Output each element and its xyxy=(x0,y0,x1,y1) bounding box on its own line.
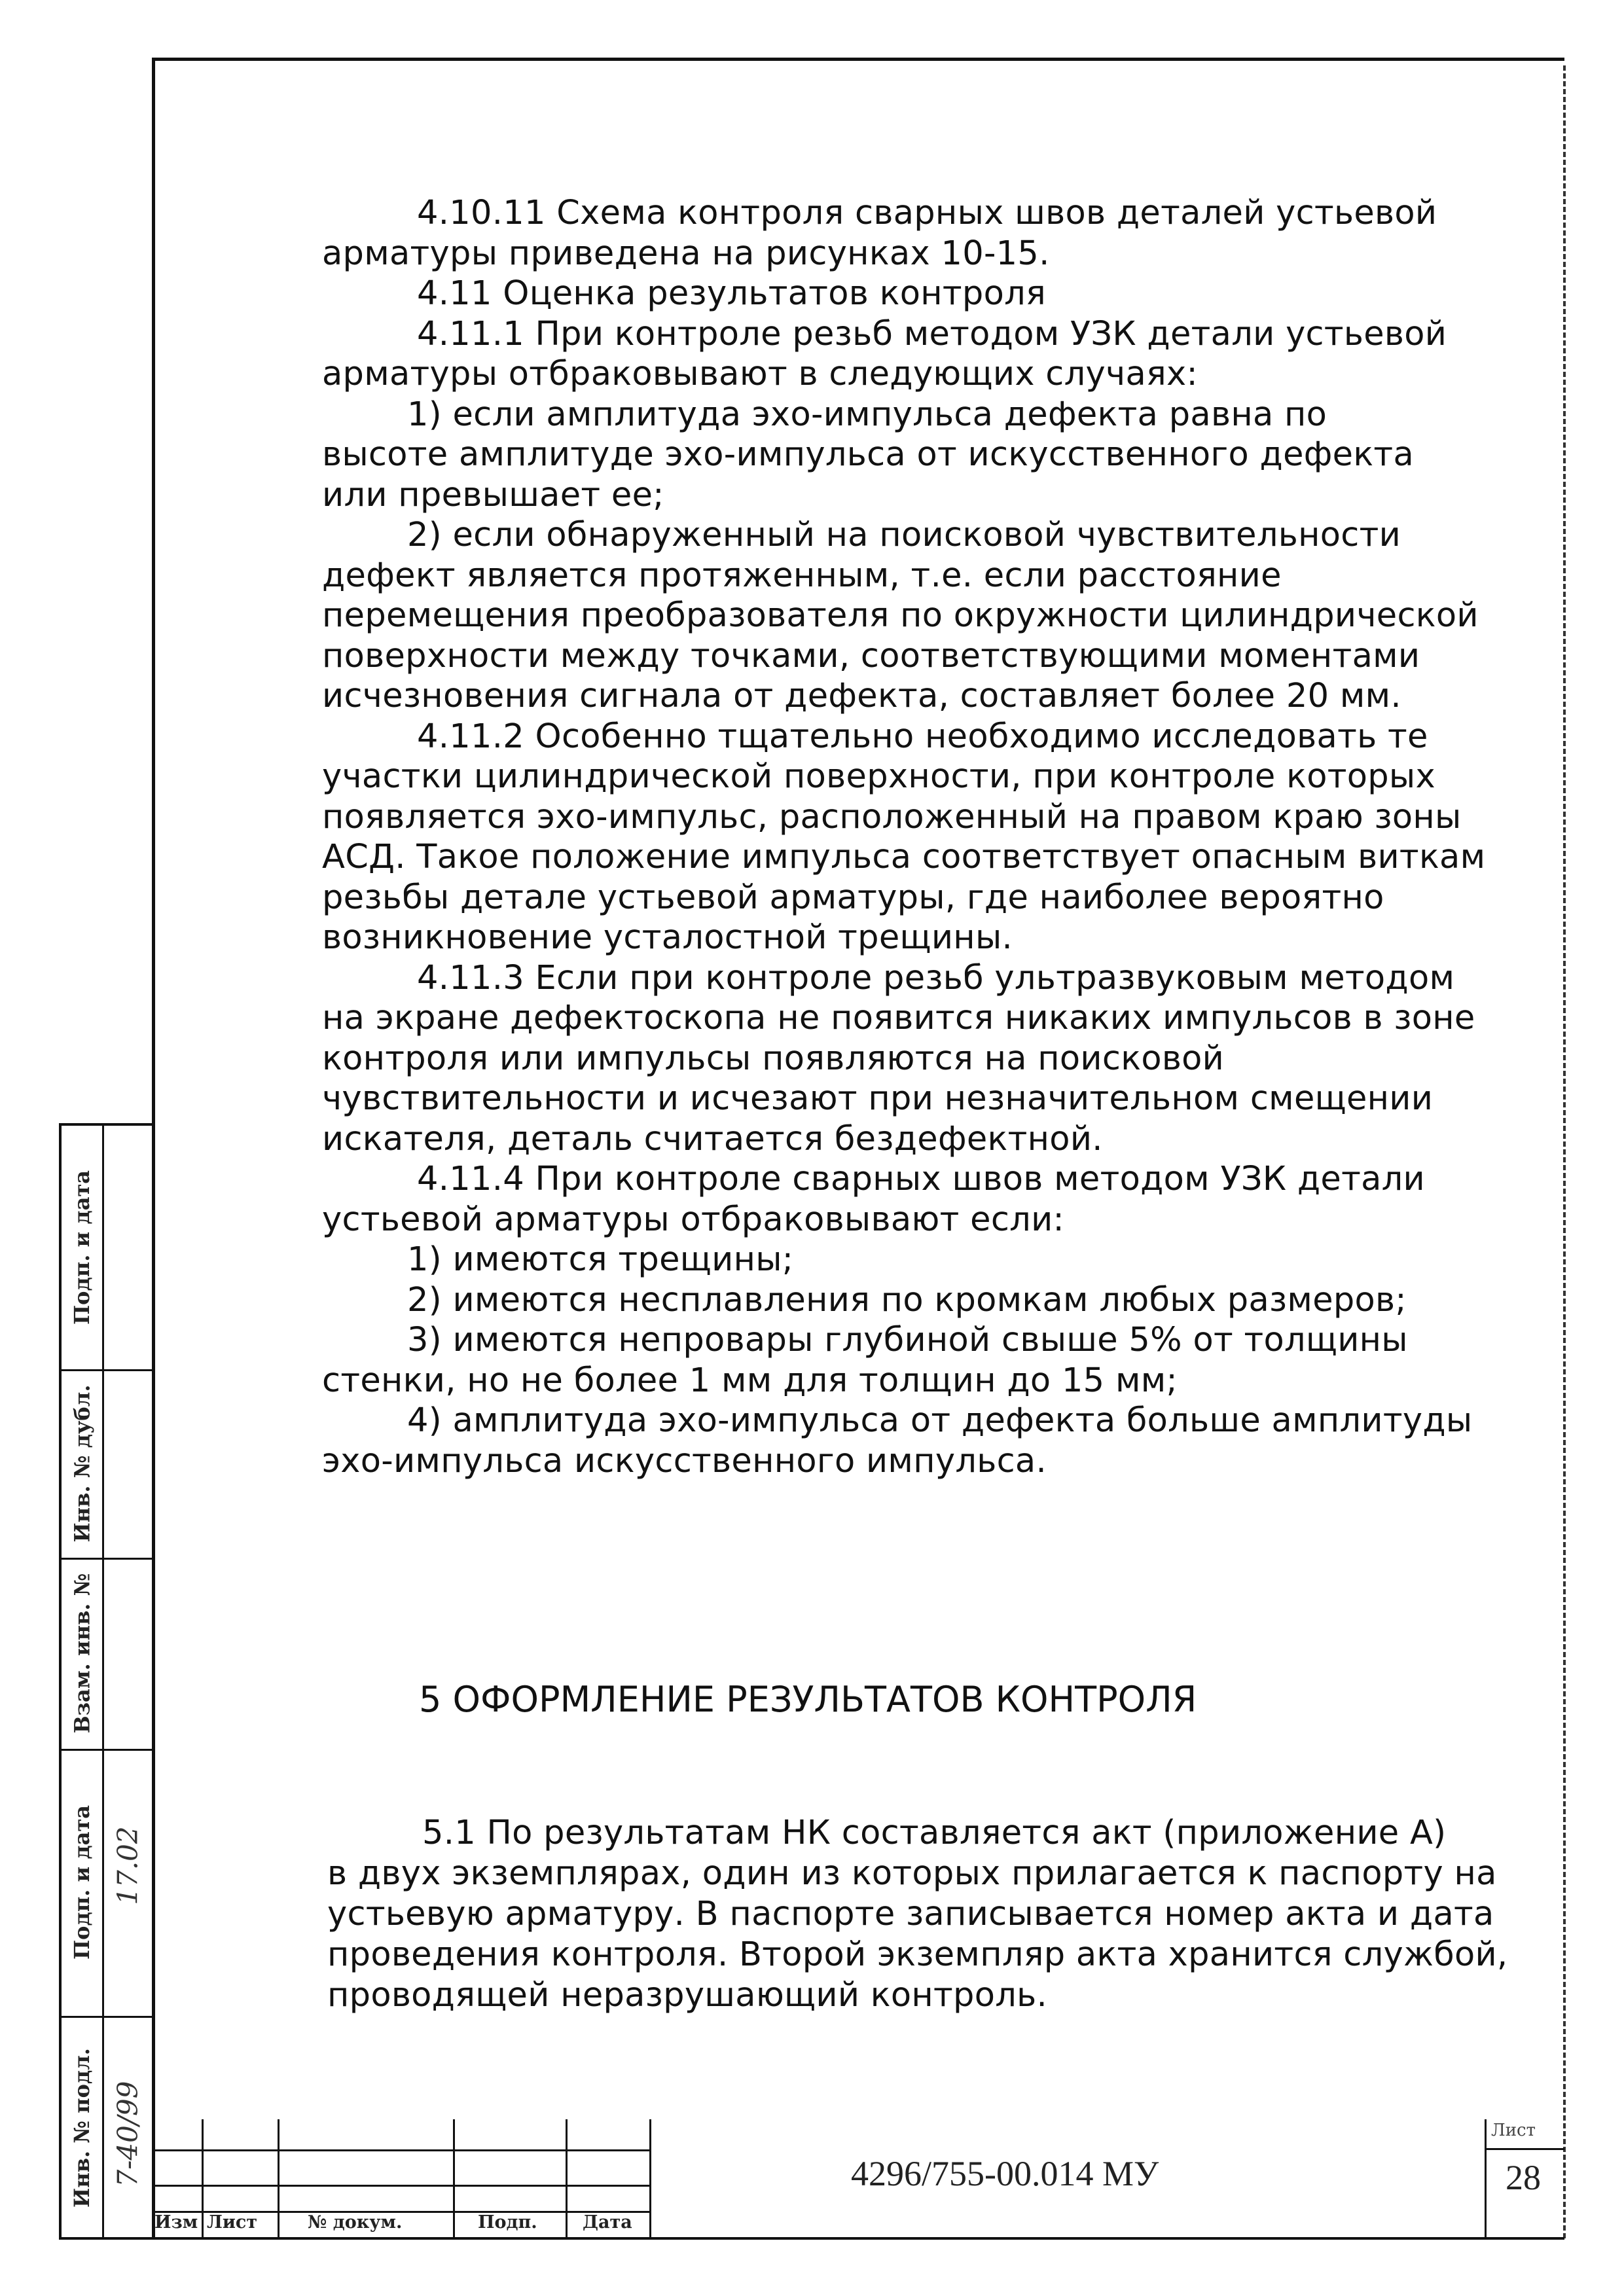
text-line: 4.11.3 Если при контроле резьб ультразвуковым методом xyxy=(417,958,1455,997)
title-block-rule xyxy=(152,2185,649,2187)
text-line: 1) имеются трещины; xyxy=(407,1240,794,1279)
frame-top-border xyxy=(152,58,1564,61)
text-line: искателя, деталь считается бездефектной. xyxy=(322,1119,1103,1158)
text-line: дефект является протяженным, т.е. если расстояние xyxy=(322,556,1282,595)
text-line: 4.11 Оценка результатов контроля xyxy=(417,274,1046,313)
text-line: проведения контроля. Второй экземпляр акта хранится службой, xyxy=(327,1935,1508,1974)
text-line: устьевую арматуру. В паспорте записывается номер акта и дата xyxy=(327,1895,1494,1933)
text-line: появляется эхо-импульс, расположенный на правом краю зоны xyxy=(322,797,1462,836)
title-block-column-change: Изм xyxy=(154,2212,198,2233)
text-line: в двух экземплярах, один из которых прилагается к паспорту на xyxy=(327,1854,1497,1893)
text-line: 4.11.1 При контроле резьб методом УЗК детали устьевой xyxy=(417,314,1447,353)
sheet-box-rule xyxy=(1485,2148,1564,2150)
text-line: 5.1 По результатам НК составляется акт (приложение А) xyxy=(422,1814,1447,1852)
sheet-box-divider xyxy=(1485,2119,1487,2237)
text-line: исчезновения сигнала от дефекта, составляет более 20 мм. xyxy=(322,677,1401,715)
text-line: резьбы детале устьевой арматуры, где наиболее вероятно xyxy=(322,878,1384,917)
text-line: возникновение усталостной трещины. xyxy=(322,918,1013,957)
text-line: арматуры отбраковывают в следующих случаях: xyxy=(322,355,1198,393)
text-line: устьевой арматуры отбраковывают если: xyxy=(322,1200,1064,1239)
text-line: 2) если обнаруженный на поисковой чувствительности xyxy=(407,516,1401,554)
title-block-divider xyxy=(649,2119,651,2237)
text-line: чувствительности и исчезают при незначительном смещении xyxy=(322,1079,1434,1118)
title-block-column-signature: Подп. xyxy=(478,2212,537,2233)
section-heading: 5 ОФОРМЛЕНИЕ РЕЗУЛЬТАТОВ КОНТРОЛЯ xyxy=(419,1679,1197,1720)
margin-stamp xyxy=(59,1123,154,2240)
title-block-column-document: № докум. xyxy=(308,2212,403,2233)
title-block-column-sheet: Лист xyxy=(207,2212,258,2233)
title-block-divider xyxy=(453,2119,455,2237)
title-block-divider xyxy=(278,2119,280,2237)
title-block-column-date: Дата xyxy=(583,2212,632,2233)
margin-label: Взам. инв. № xyxy=(69,1573,95,1734)
handwritten-date: 17.02 xyxy=(111,1825,144,1905)
text-line: участки цилиндрической поверхности, при контроле которых xyxy=(322,757,1435,796)
title-block-divider xyxy=(202,2119,204,2237)
text-line: на экране дефектоскопа не появится никаких импульсов в зоне xyxy=(322,999,1475,1037)
text-line: 4) амплитуда эхо-импульса от дефекта больше амплитуды xyxy=(407,1401,1473,1440)
document-code: 4296/755-00.014 МУ xyxy=(851,2154,1159,2193)
text-line: 4.11.2 Особенно тщательно необходимо исследовать те xyxy=(417,717,1428,756)
text-line: перемещения преобразователя по окружности цилиндрической xyxy=(322,596,1479,635)
margin-label: Инв. № дубл. xyxy=(69,1384,95,1543)
frame-right-border xyxy=(1563,65,1566,2238)
margin-label: Подп. и дата xyxy=(69,1170,94,1325)
margin-label: Инв. № подл. xyxy=(69,2048,95,2208)
section-body xyxy=(327,1813,1508,2016)
text-line: поверхности между точками, соответствующими моментами xyxy=(322,636,1420,675)
text-line: 3) имеются непровары глубиной свыше 5% от толщины xyxy=(407,1321,1408,1359)
margin-label: Подп. и дата xyxy=(69,1804,94,1960)
text-line: эхо-импульса искусственного импульса. xyxy=(322,1441,1047,1480)
page-number: 28 xyxy=(1506,2158,1541,2197)
title-block-rule xyxy=(152,2149,649,2151)
text-line: АСД. Такое положение импульса соответствует опасным виткам xyxy=(322,838,1486,876)
text-line: контроля или импульсы появляются на поисковой xyxy=(322,1039,1225,1078)
text-line: 1) если амплитуда эхо-импульса дефекта равна по xyxy=(407,395,1327,434)
text-line: 2) имеются несплавления по кромкам любых размеров; xyxy=(407,1280,1407,1319)
document-body xyxy=(322,193,1486,1481)
sheet-label: Лист xyxy=(1491,2121,1536,2140)
margin-stamp-divider xyxy=(102,1126,104,2240)
text-line: 4.11.4 При контроле сварных швов методом УЗК детали xyxy=(417,1160,1425,1198)
title-block-divider xyxy=(566,2119,568,2237)
text-line: арматуры приведена на рисунках 10-15. xyxy=(322,234,1050,273)
text-line: высоте амплитуде эхо-импульса от искусственного дефекта xyxy=(322,435,1414,474)
frame-bottom-border xyxy=(59,2237,1564,2240)
text-line: 4.10.11 Схема контроля сварных швов деталей устьевой xyxy=(417,194,1437,232)
text-line: проводящей неразрушающий контроль. xyxy=(327,1976,1048,2015)
text-line: стенки, но не более 1 мм для толщин до 15 мм; xyxy=(322,1361,1178,1400)
handwritten-inventory-number: 7-40/99 xyxy=(111,2081,144,2187)
text-line: или превышает ее; xyxy=(322,475,664,514)
